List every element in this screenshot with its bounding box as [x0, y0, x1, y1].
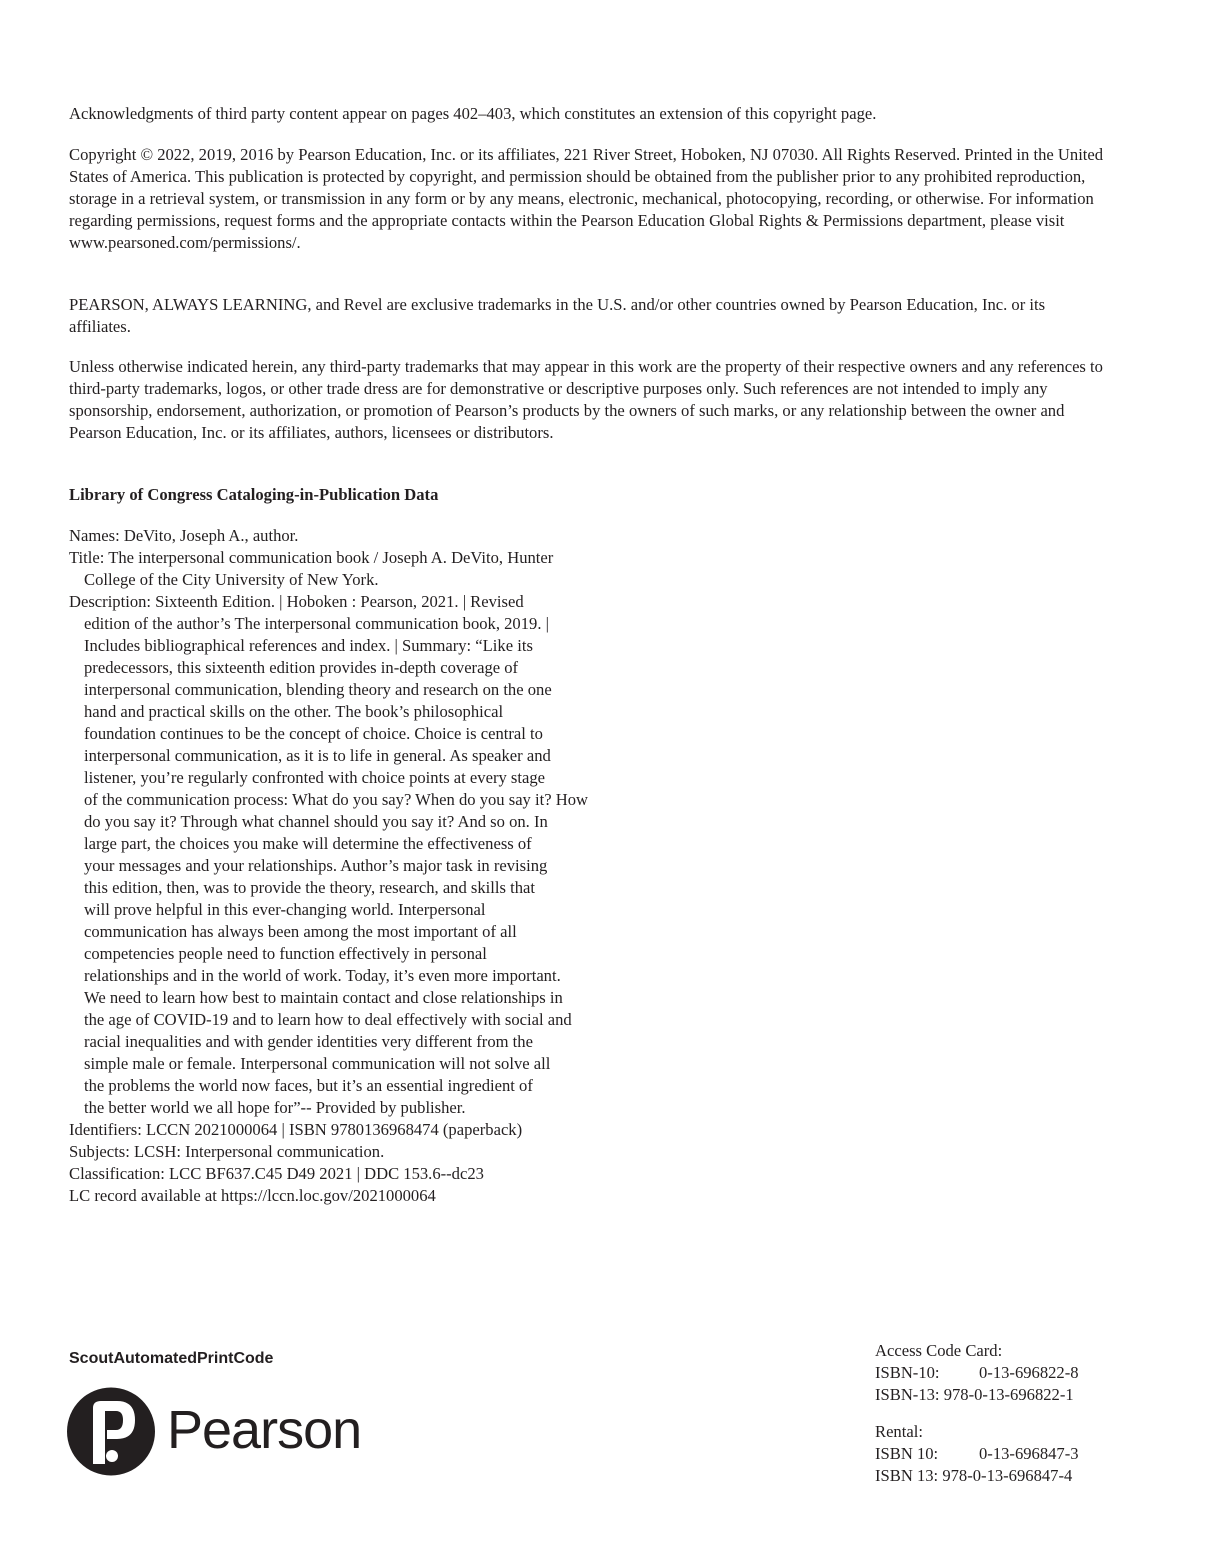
cip-line: interpersonal communication, as it is to life in general. As speaker and	[84, 746, 551, 765]
cip-line: edition of the author’s The interpersonal communication book, 2019. |	[84, 614, 549, 633]
cip-line: hand and practical skills on the other. The book’s philosophical	[84, 702, 504, 721]
isbn-value: 978-0-13-696822-1	[943, 1385, 1074, 1404]
pearson-wordmark: Pearson	[167, 1400, 362, 1460]
cip-line: will prove helpful in this ever-changing world. Interpersonal	[84, 900, 486, 919]
isbn-label: ISBN 13:	[875, 1466, 939, 1485]
third-party-text: Unless otherwise indicated herein, any third-party trademarks that may appear in this work are the property of their respective owners and any references to third-party trademarks, logos, or other trade dress are for demonstrative or descriptive purposes only. Such references are not intended to imply any sponsorship, endorsement, authorization, or promotion of Pearson’s products by the owners of such marks, or any relationship between the owner and Pearson Education, Inc. or its affiliates, authors, licensees or distributors.	[69, 357, 1103, 442]
copyright-text: Copyright © 2022, 2019, 2016 by Pearson Education, Inc. or its affiliates, 221 River Street, Hoboken, NJ 07030. All Rights Reserved. Printed in the United States of America. This publication is protected by copyright, and permission should be obtained from the publisher prior to any prohibited reproduction, storage in a retrieval system, or transmission in any form or by any means, electronic, mechanical, photocopying, recording, or otherwise. For information regarding permissions, request forms and the appropriate contacts within the Pearson Education Global Rights & Permissions department, please visit www.pearsoned.com/permissions/.	[69, 145, 1104, 252]
cip-line: of the communication process: What do you say? When do you say it? How	[84, 790, 589, 809]
isbn-label: ISBN 10:	[875, 1444, 939, 1463]
isbn-value: 0-13-696847-3	[979, 1444, 1079, 1463]
cip-line: the problems the world now faces, but it’s an essential ingredient of	[84, 1076, 533, 1095]
access-isbn10-row	[875, 1362, 1115, 1384]
cip-line: communication has always been among the most important of all	[84, 922, 517, 941]
cip-line: your messages and your relationships. Author’s major task in revising	[84, 856, 548, 875]
copyright-paragraph	[69, 144, 1104, 254]
cip-line: simple male or female. Interpersonal communication will not solve all	[84, 1054, 551, 1073]
cip-line: We need to learn how best to maintain contact and close relationships in	[84, 988, 563, 1007]
isbn-value: 0-13-696822-8	[979, 1363, 1079, 1382]
trademarks-paragraph	[69, 294, 1104, 338]
cip-line: foundation continues to be the concept of choice. Choice is central to	[84, 724, 543, 743]
cip-heading: Library of Congress Cataloging-in-Publication Data	[69, 485, 439, 504]
cip-line: the better world we all hope for”-- Provided by publisher.	[84, 1098, 466, 1117]
print-code: ScoutAutomatedPrintCode	[69, 1350, 274, 1367]
cip-line-names: Names: DeVito, Joseph A., author.	[69, 526, 299, 545]
cip-line-identifiers: Identifiers: LCCN 2021000064 | ISBN 9780136968474 (paperback)	[69, 1120, 523, 1139]
cip-line-description: Description: Sixteenth Edition. | Hoboken : Pearson, 2021. | Revised	[69, 592, 524, 611]
third-party-paragraph	[69, 356, 1104, 444]
isbn-label: ISBN-10:	[875, 1363, 940, 1382]
cip-line: the age of COVID-19 and to learn how to deal effectively with social and	[84, 1010, 572, 1029]
pearson-logo	[67, 1384, 387, 1480]
rental-isbn10-row	[875, 1443, 1115, 1465]
cip-line: predecessors, this sixteenth edition provides in-depth coverage of	[84, 658, 519, 677]
isbn-value: 978-0-13-696847-4	[942, 1466, 1073, 1485]
cip-line: do you say it? Through what channel should you say it? And so on. In	[84, 812, 548, 831]
trademarks-text: PEARSON, ALWAYS LEARNING, and Revel are exclusive trademarks in the U.S. and/or other countries owned by Pearson Education, Inc. or its affiliates.	[69, 295, 1046, 336]
cip-line: competencies people need to function effectively in personal	[84, 944, 487, 963]
cip-line: this edition, then, was to provide the theory, research, and skills that	[84, 878, 535, 897]
cip-line: large part, the choices you make will determine the effectiveness of	[84, 834, 532, 853]
isbn-label: ISBN-13:	[875, 1385, 940, 1404]
cip-line: College of the City University of New York.	[84, 570, 379, 589]
cip-line: Includes bibliographical references and index. | Summary: “Like its	[84, 636, 533, 655]
acknowledgments-text: Acknowledgments of third party content appear on pages 402–403, which constitutes an extension of this copyright page.	[69, 104, 877, 123]
cip-line: racial inequalities and with gender identities very different from the	[84, 1032, 533, 1051]
access-code-heading: Access Code Card:	[875, 1341, 1003, 1360]
cip-line-lc-record: LC record available at https://lccn.loc.gov/2021000064	[69, 1186, 436, 1205]
rental-isbn13-row	[875, 1465, 1115, 1487]
cip-line-subjects: Subjects: LCSH: Interpersonal communication.	[69, 1142, 385, 1161]
access-isbn13-row	[875, 1384, 1115, 1406]
isbn-info	[875, 1340, 1115, 1487]
acknowledgments-paragraph	[69, 103, 1104, 125]
cip-line-title: Title: The interpersonal communication book / Joseph A. DeVito, Hunter	[69, 548, 554, 567]
cip-data-block	[69, 525, 709, 1207]
cip-line: relationships and in the world of work. Today, it’s even more important.	[84, 966, 561, 985]
cip-line-classification: Classification: LCC BF637.C45 D49 2021 | DDC 153.6--dc23	[69, 1164, 484, 1183]
pearson-p-icon	[67, 1384, 155, 1479]
cip-line: interpersonal communication, blending theory and research on the one	[84, 680, 552, 699]
cip-line: listener, you’re regularly confronted with choice points at every stage	[84, 768, 546, 787]
rental-heading: Rental:	[875, 1422, 923, 1441]
